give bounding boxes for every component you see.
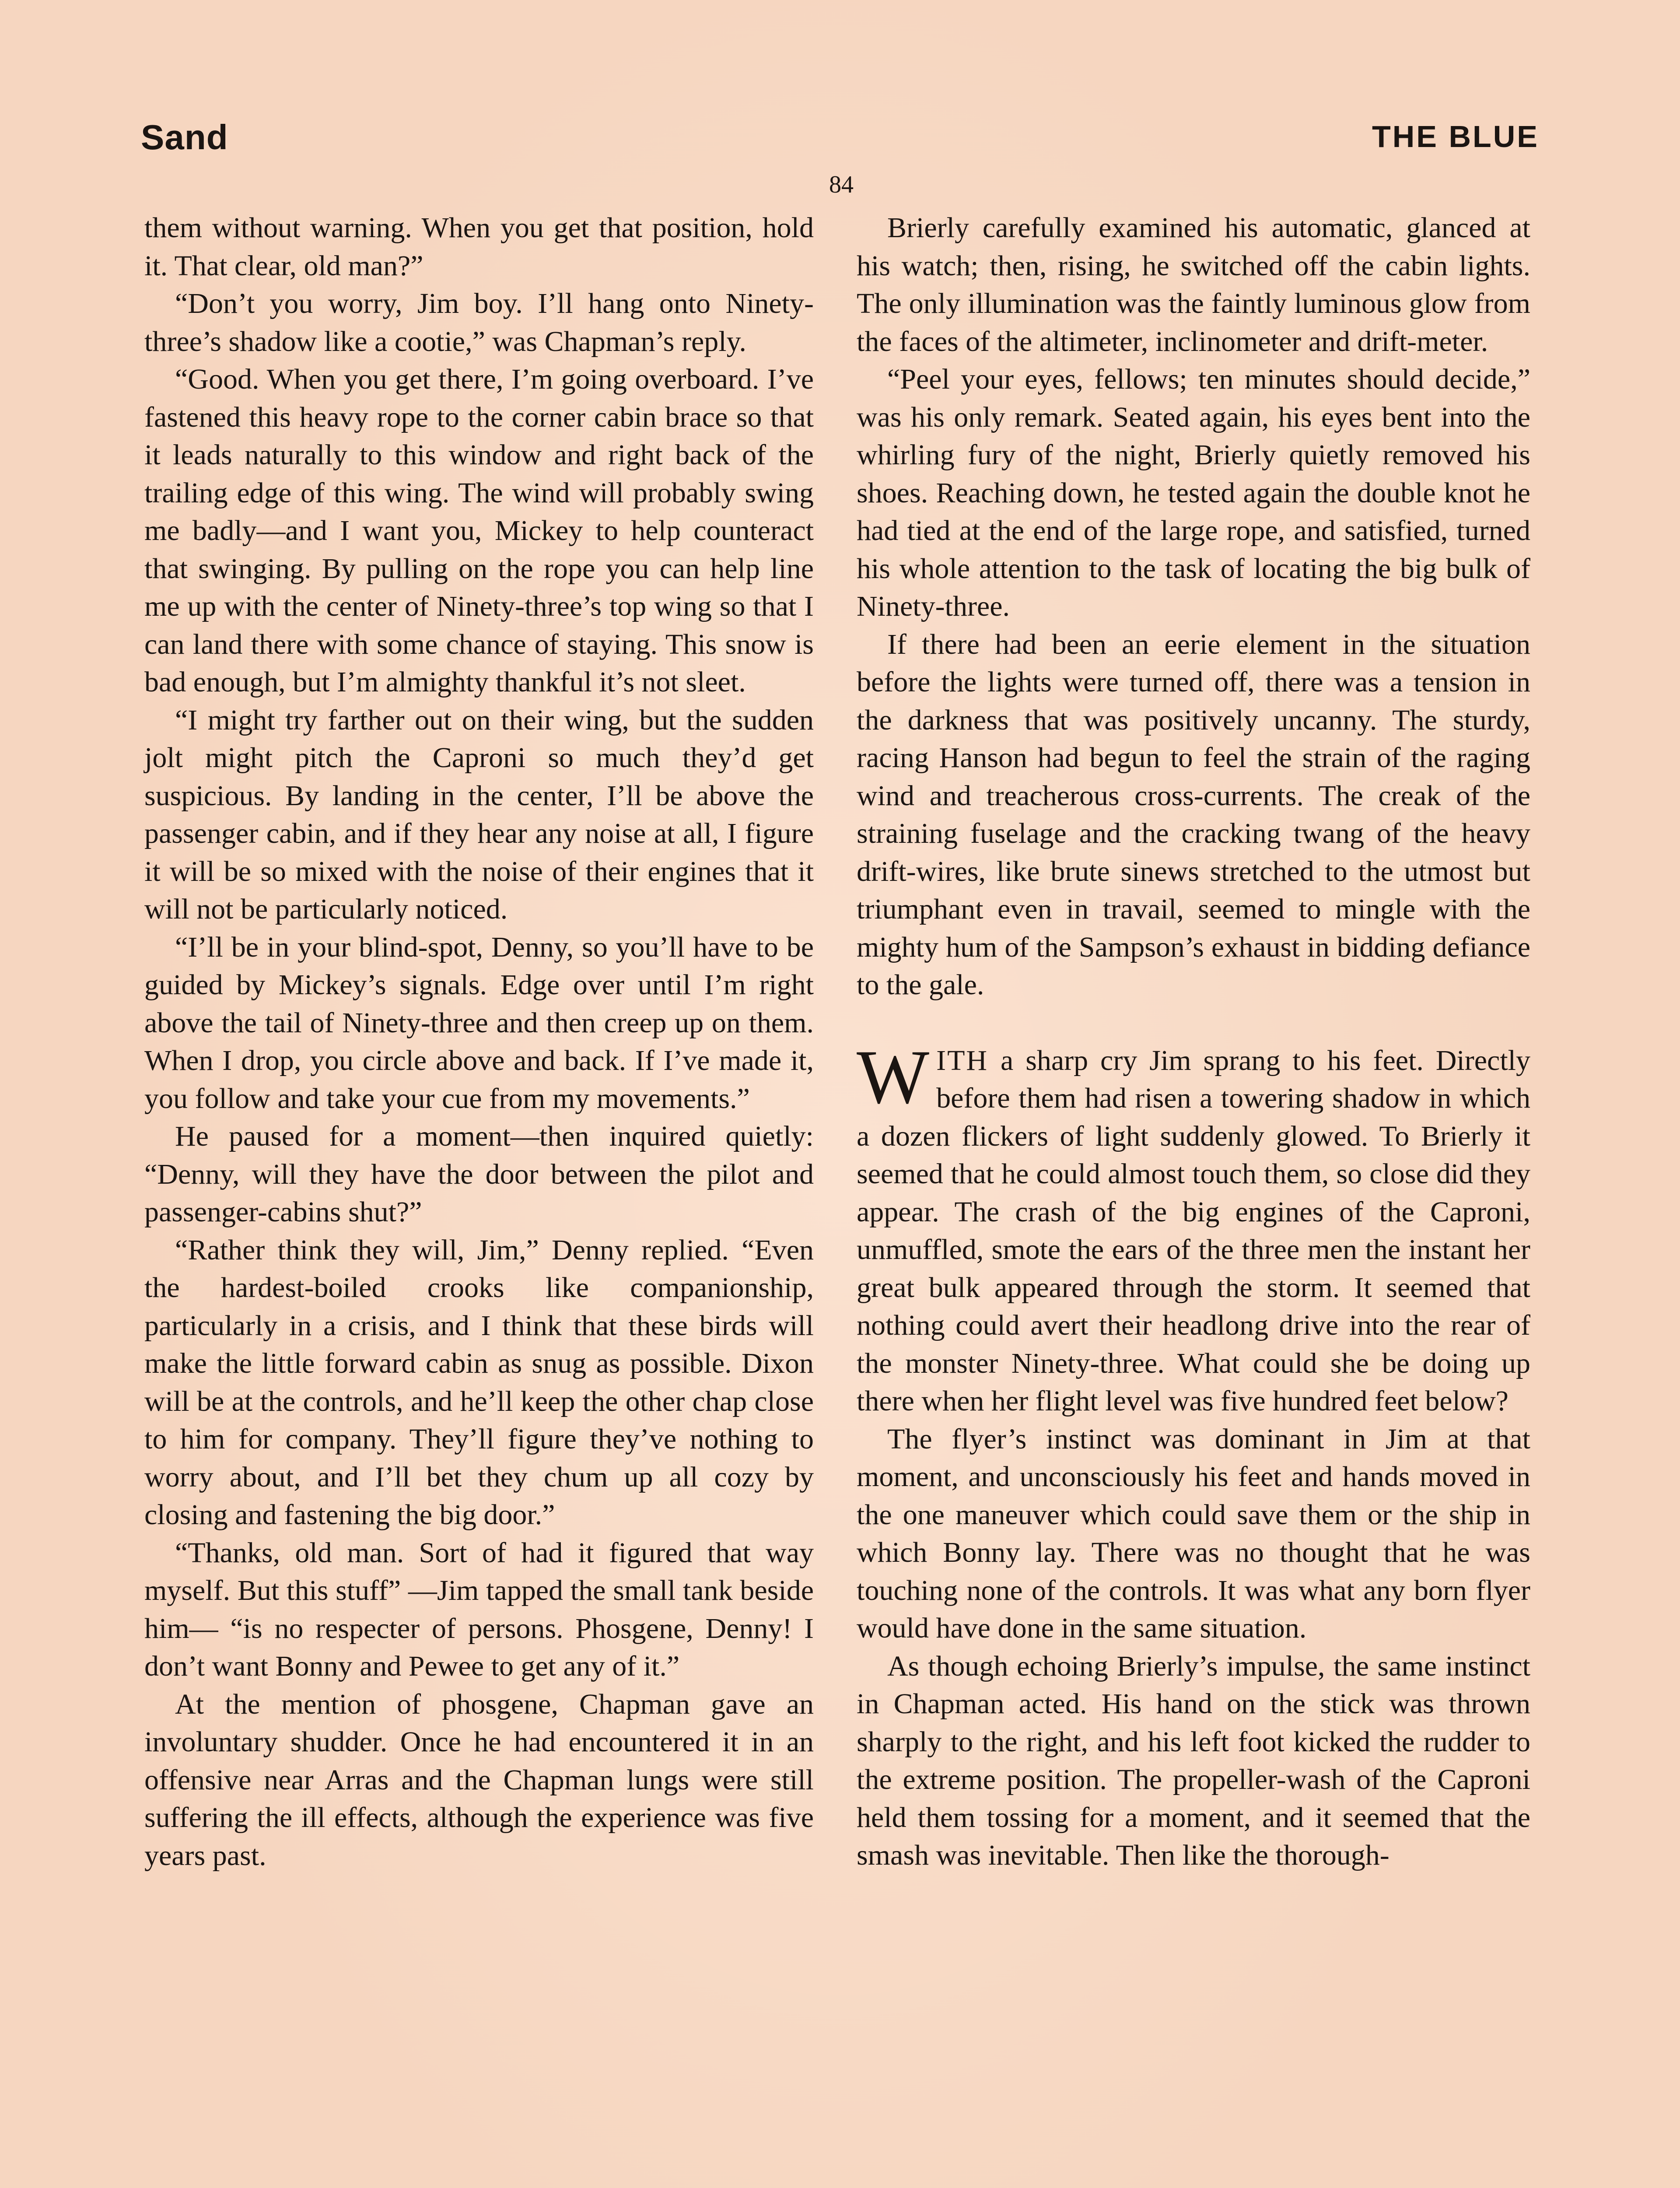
running-head-title: Sand [141, 118, 228, 157]
paragraph: At the mention of phosgene, Chapman gave an involuntary shudder. Once he had encountered it in an offensive near Arras and the Chapman lungs were still suffering the ill effects, although the experience was five years past. [144, 1688, 814, 1872]
paragraph: Brierly carefully examined his automatic, glanced at his watch; then, rising, he switched off the cabin lights. The only illumination was the faintly luminous glow from the faces of the altimeter, inclinometer and drift-meter. [857, 212, 1530, 358]
paragraph: “Peel your eyes, fellows; ten minutes should decide,” was his only remark. Seated again, his eyes bent into the whirling fury of the night, Brierly quietly removed his shoes. Reaching down, he tested again the double knot he had tied at the end of the large rope, and satisfied, turned his whole attention to the task of locating the big bulk of Ninety-three. [857, 363, 1530, 622]
left-column [144, 209, 814, 1875]
paragraph: them without warning. When you get that position, hold it. That clear, old man?” [144, 212, 814, 282]
section-opening-paragraph [857, 1034, 1531, 1420]
running-head-magazine: THE BLUE [1372, 119, 1539, 154]
paragraph: “I might try farther out on their wing, but the sudden jolt might pitch the Caproni so much they’d get suspicious. By landing in the center, I’ll be above the passenger cabin, and if they hear any noise at all, I figure it will be so mixed with the noise of their engines that it will not be particularly noticed. [144, 704, 814, 925]
paragraph: The flyer’s instinct was dominant in Jim at that moment, and unconsciously his feet and hands moved in the one maneuver which could save them or the ship in which Bonny lay. There was no thought that he was touching none of the controls. It was what any born flyer would have done in the same situation. [857, 1423, 1530, 1644]
paragraph: As though echoing Brierly’s impulse, the same instinct in Chapman acted. His hand on the stick was thrown sharply to the right, and his left foot kicked the rudder to the extreme position. The propeller-wash of the Caproni held them tossing for a moment, and it seemed that the smash was inevitable. Then like the thorough- [857, 1650, 1530, 1871]
paragraph: “Don’t you worry, Jim boy. I’ll hang onto Ninety-three’s shadow like a cootie,” was Chapman’s reply. [144, 288, 814, 358]
right-column [857, 209, 1530, 1875]
paragraph: If there had been an eerie element in the situation before the lights were turned off, there was a tension in the darkness that was positively uncanny. The sturdy, racing Hanson had begun to feel the strain of the raging wind and treacherous cross-currents. The creak of the straining fuselage and the cracking twang of the heavy drift-wires, like brute sinews stretched to the utmost but triumphant even in travail, seemed to mingle with the mighty hum of the Sampson’s exhaust in bidding defiance to the gale. [857, 628, 1530, 1001]
drop-cap: W [857, 1034, 930, 1120]
paragraph: “Good. When you get there, I’m going overboard. I’ve fastened this heavy rope to the corner cabin brace so that it leads naturally to this window and right back of the trailing edge of this wing. The wind will probably swing me badly—and I want you, Mickey to help counteract that swinging. By pulling on the rope you can help line me up with the center of Ninety-three’s top wing so that I can land there with some chance of staying. This snow is bad enough, but I’m almighty thankful it’s not sleet. [144, 363, 814, 698]
paragraph: “Thanks, old man. Sort of had it figured that way myself. But this stuff” —Jim tapped the small tank beside him— “is no respecter of persons. Phosgene, Denny! I don’t want Bonny and Pewee to get any of it.” [144, 1536, 814, 1682]
paragraph: “Rather think they will, Jim,” Denny replied. “Even the hardest-boiled crooks like companionship, particularly in a crisis, and I think that these birds will make the little forward cabin as snug as possible. Dixon will be at the controls, and he’ll keep the other chap close to him for company. They’ll figure they’ve nothing to worry about, and I’ll bet they chum up all cozy by closing and fastening the big door.” [144, 1234, 814, 1531]
paragraph-body: a sharp cry Jim sprang to his feet. Directly before them had risen a towering shadow in which a dozen flickers of light suddenly glowed. To Brierly it seemed that he could almost touch them, so close did they appear. The crash of the big engines of the Caproni, unmuffled, smote the ears of the three men the instant her great bulk appeared through the storm. It seemed that nothing could avert their headlong drive into the rear of the monster Ninety-three. What could she be doing up there when her flight level was five hundred feet below? [857, 1044, 1531, 1417]
paragraph: He paused for a moment—then inquired quietly: “Denny, will they have the door between the pilot and passenger-cabins shut?” [144, 1120, 814, 1228]
small-caps-lead: ITH [936, 1044, 989, 1076]
page-number: 84 [829, 171, 854, 198]
paragraph: “I’ll be in your blind-spot, Denny, so you’ll have to be guided by Mickey’s signals. Edge over until I’m right above the tail of Ninety-three and then creep up on them. When I drop, you circle above and back. If I’ve made it, you follow and take your cue from my movements.” [144, 931, 814, 1115]
